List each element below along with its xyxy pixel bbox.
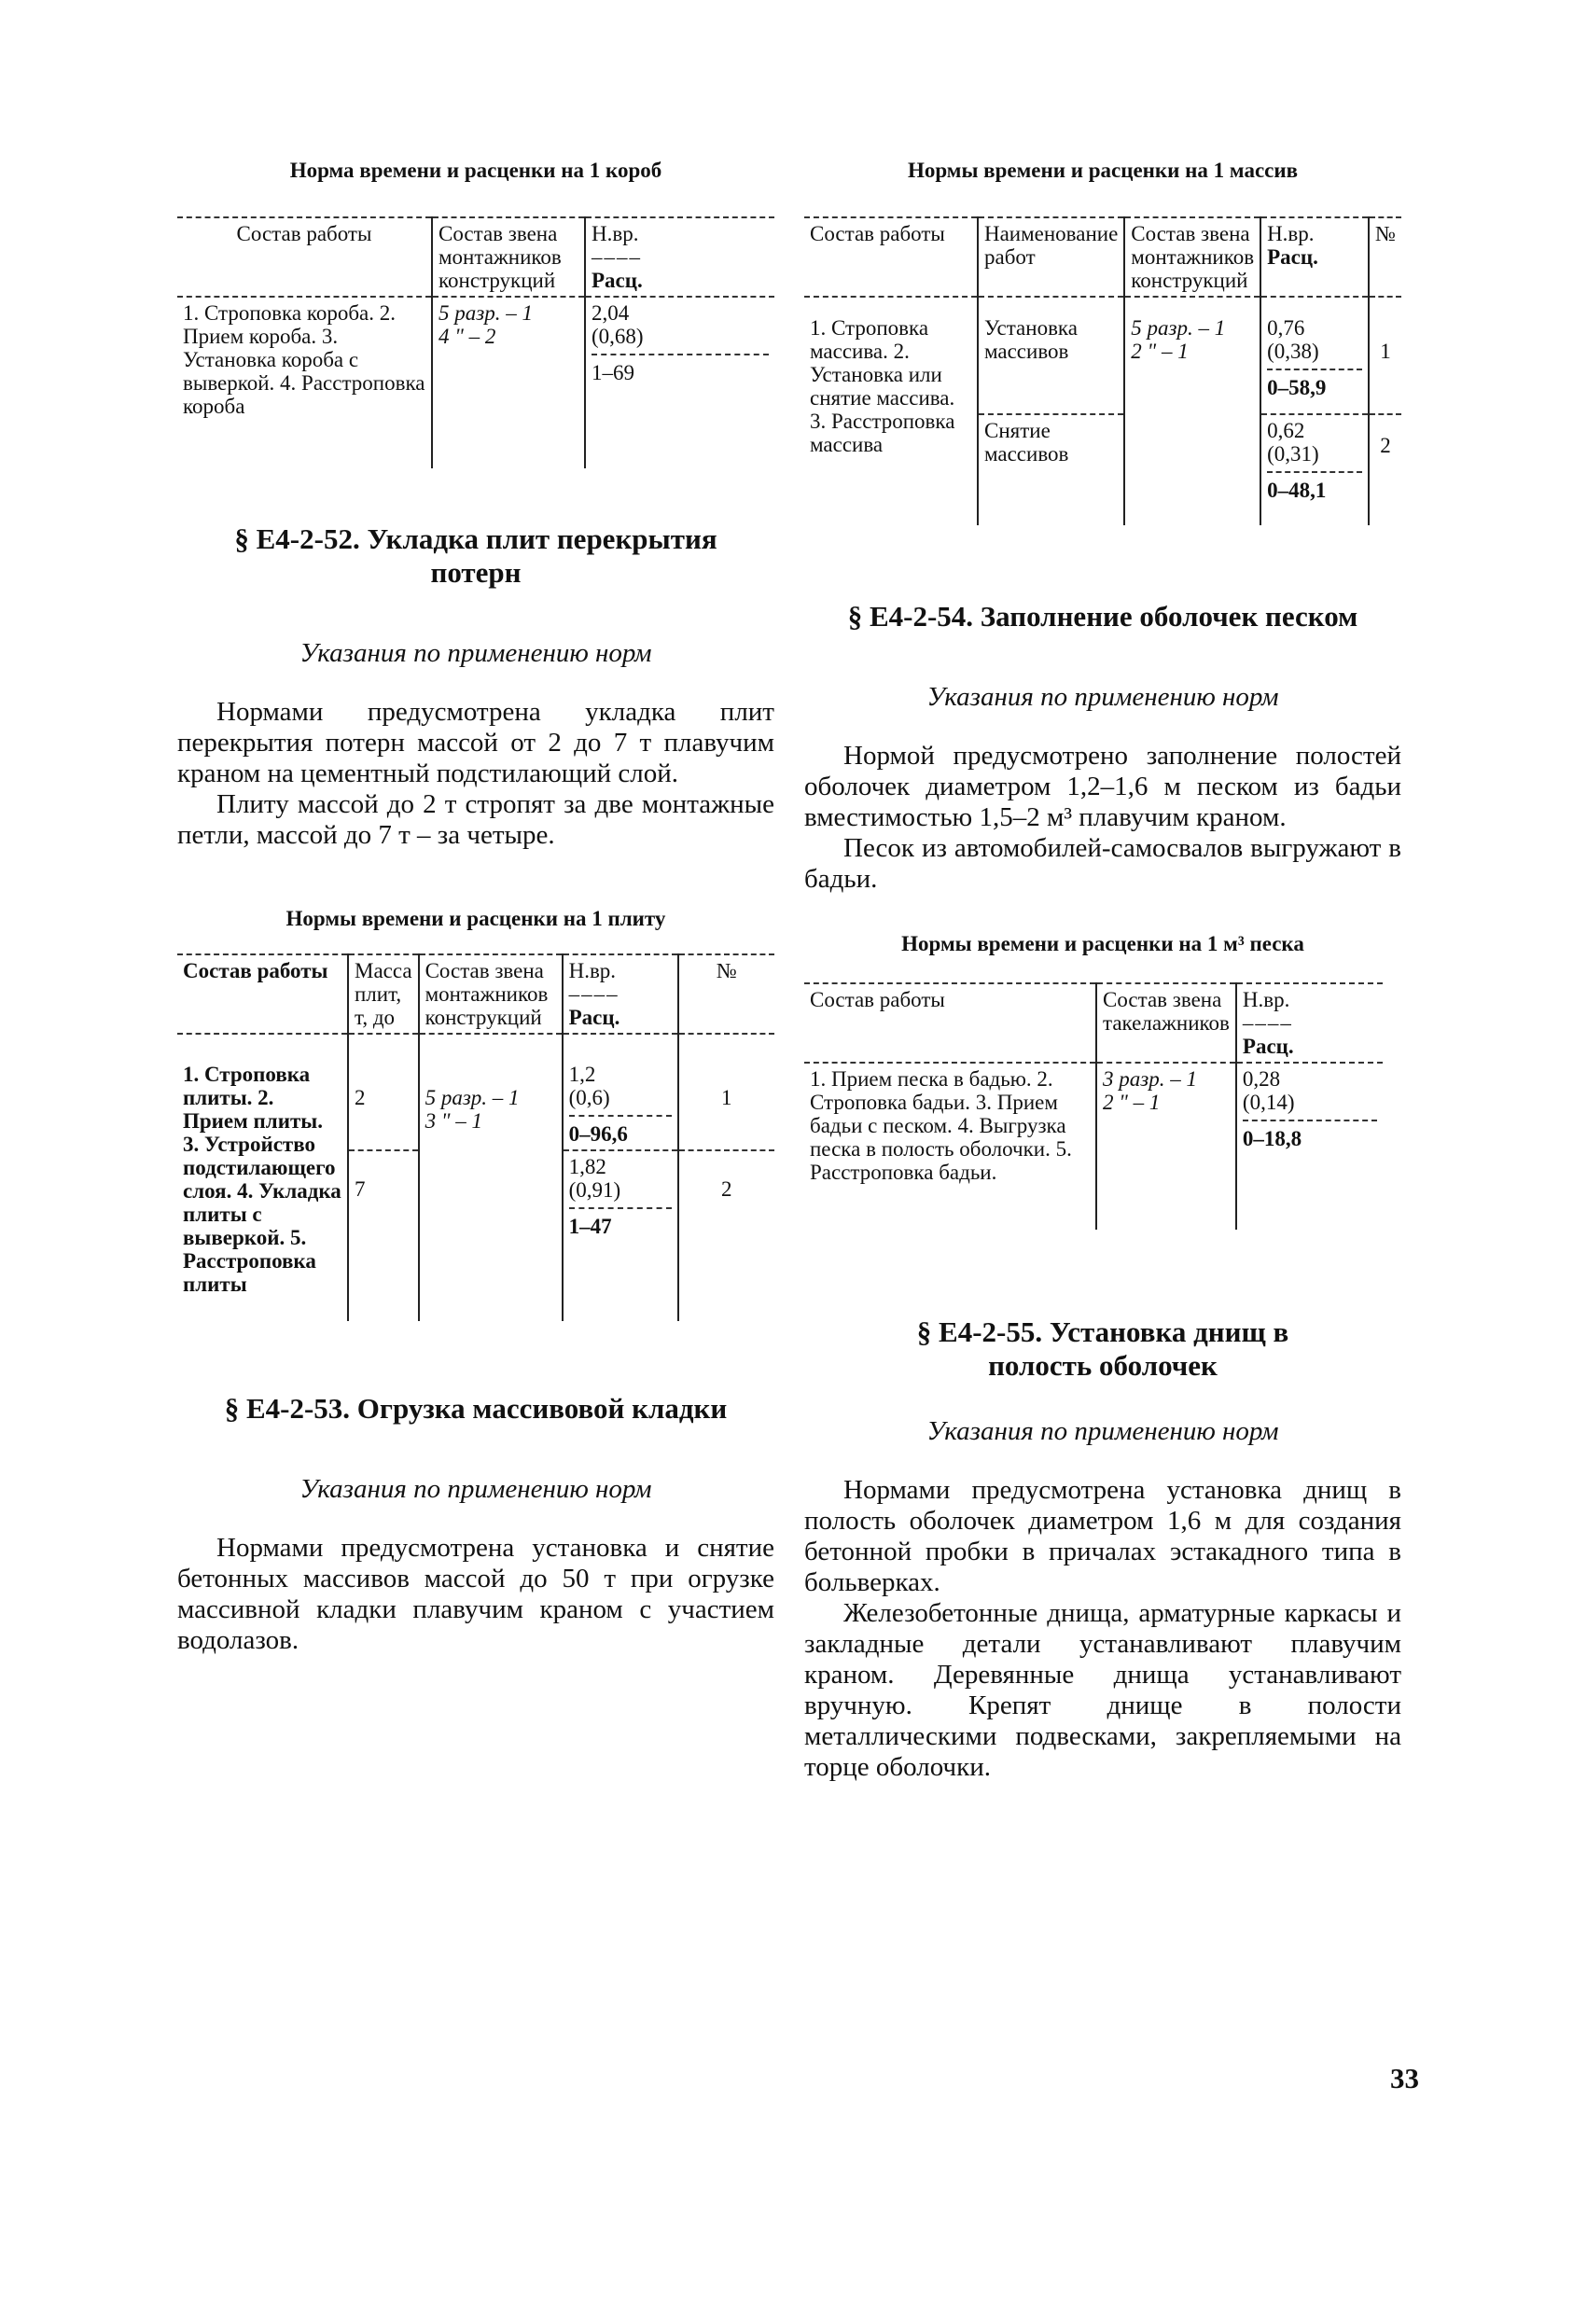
time-norm-cell: 0,28 (0,14) 0–18,8 <box>1236 1063 1383 1230</box>
section-53-guide: Указания по применению норм <box>299 1474 652 1504</box>
work-composition: 1. Строповка массива. 2. Установка или снятие массива. 3. Расстроповка массива <box>810 316 955 456</box>
work-name-1: Установка массивов <box>978 297 1124 414</box>
col-header-nvr: Н.вр. –––– Расц. <box>563 954 678 1034</box>
col-header-number: № <box>678 954 774 1034</box>
slab-norm-caption: Нормы времени и расценки на 1 плиту <box>285 907 666 930</box>
row-number-2: 2 <box>1369 414 1401 525</box>
time-norm-cell-2: 1,82 (0,91) 1–47 <box>563 1150 678 1321</box>
crew-composition: 5 разр. – 1 4 " – 2 <box>432 297 585 468</box>
col-header-crew: Состав звена такелажников <box>1096 983 1236 1063</box>
work-composition: 1. Строповка плиты. 2. Прием плиты. 3. Устройство подстилающего слоя. 4. Укладка плиты с выверкой. 5. Расстроповка плиты <box>183 1063 341 1296</box>
slab-norm-table <box>177 953 774 1321</box>
col-header-nvr: Н.вр. Расц. <box>1260 217 1369 297</box>
section-55-para-1: Нормами предусмотрена установка днищ в полость оболочек диаметром 1,6 м для создания бетонной пробки в причалах эстакадного типа в больверках. <box>804 1475 1401 1597</box>
row-number-2: 2 <box>678 1150 774 1321</box>
time-norm-cell: 2,04 (0,68) 1–69 <box>585 297 774 468</box>
section-52-guide: Указания по применению норм <box>299 638 652 668</box>
col-header-work: Состав работы <box>810 988 945 1011</box>
crew-composition: 5 разр. – 1 2 " – 1 <box>1124 297 1260 525</box>
section-54-para-2: Песок из автомобилей-самосвалов выгружают в бадьи. <box>804 833 1401 894</box>
row-number-1: 1 <box>1369 297 1401 414</box>
row-number-1: 1 <box>678 1034 774 1150</box>
box-norm-table <box>177 216 774 468</box>
sand-norm-caption: Нормы времени и расценки на 1 м³ песка <box>901 932 1304 955</box>
slab-mass-1: 2 <box>348 1034 419 1150</box>
work-composition: 1. Прием песка в бадью. 2. Строповка бадьи. 3. Прием бадьи с песком. 4. Выгрузка песка в полость оболочки. 5. Расстроповка бадьи. <box>810 1067 1072 1184</box>
section-55-guide: Указания по применению норм <box>926 1416 1279 1446</box>
right-column <box>804 159 1401 1783</box>
section-55-title: § Е4-2-55. Установка днищ в полость оболочек <box>916 1315 1289 1382</box>
section-53-title: § Е4-2-53. Огрузка массивовой кладки <box>224 1392 728 1425</box>
sand-norm-table <box>804 982 1383 1230</box>
time-norm-cell-1: 0,76 (0,38) 0–58,9 <box>1260 297 1369 414</box>
col-header-work: Состав работы <box>183 959 328 982</box>
col-header-name: Наименование работ <box>978 217 1124 297</box>
work-composition: 1. Строповка короба. 2. Прием короба. 3. Установка короба с выверкой. 4. Расстроповка короба <box>183 301 425 418</box>
slab-mass-2: 7 <box>348 1150 419 1321</box>
section-54-guide: Указания по применению норм <box>926 682 1279 712</box>
box-norm-caption: Норма времени и расценки на 1 короб <box>289 159 662 182</box>
left-column <box>177 159 774 1656</box>
col-header-work: Состав работы <box>810 222 945 245</box>
work-name-2: Снятие массивов <box>978 414 1124 525</box>
col-header-crew: Состав звена монтажников конструкций <box>432 217 585 297</box>
col-header-nvr: Н.вр. –––– Расц. <box>585 217 774 297</box>
section-52-para-2: Плиту массой до 2 т стропят за две монтажные петли, массой до 7 т – за четыре. <box>177 789 774 850</box>
col-header-work: Состав работы <box>236 222 372 245</box>
section-54-title: § Е4-2-54. Заполнение оболочек песком <box>847 600 1358 633</box>
crew-composition: 3 разр. – 1 2 " – 1 <box>1096 1063 1236 1230</box>
section-55-para-2: Железобетонные днища, арматурные каркасы и закладные детали устанавливают плавучим краном. Деревянные днища устанавливают вручную. Крепят днище в полости металлическими подвесками, закрепляемыми на торце оболочки. <box>804 1598 1401 1782</box>
time-norm-cell-2: 0,62 (0,31) 0–48,1 <box>1260 414 1369 525</box>
col-header-crew: Состав звена монтажников конструкций <box>1124 217 1260 297</box>
page-number: 33 <box>1390 2062 1419 2094</box>
mass-norm-caption: Нормы времени и расценки на 1 массив <box>907 159 1299 182</box>
col-header-number: № <box>1369 217 1401 297</box>
col-header-nvr: Н.вр. –––– Расц. <box>1236 983 1383 1063</box>
section-54-para-1: Нормой предусмотрено заполнение полостей оболочек диаметром 1,2–1,6 м песком из бадьи вместимостью 1,5–2 м³ плавучим краном. <box>804 741 1401 832</box>
massif-norm-table <box>804 216 1401 525</box>
col-header-crew: Состав звена монтажников конструкций <box>419 954 563 1034</box>
section-52-para-1: Нормами предусмотрена укладка плит перекрытия потерн массой от 2 до 7 т плавучим краном на цементный подстилающий слой. <box>177 697 774 788</box>
section-53-para-1: Нормами предусмотрена установка и снятие бетонных массивов массой до 50 т при огрузке массивной кладки плавучим краном с участием водолазов. <box>177 1533 774 1655</box>
time-norm-cell-1: 1,2 (0,6) 0–96,6 <box>563 1034 678 1150</box>
section-52-title: § Е4-2-52. Укладка плит перекрытия потерн <box>234 522 717 589</box>
crew-composition: 5 разр. – 1 3 " – 1 <box>419 1034 563 1321</box>
col-header-mass: Масса плит, т, до <box>348 954 419 1034</box>
